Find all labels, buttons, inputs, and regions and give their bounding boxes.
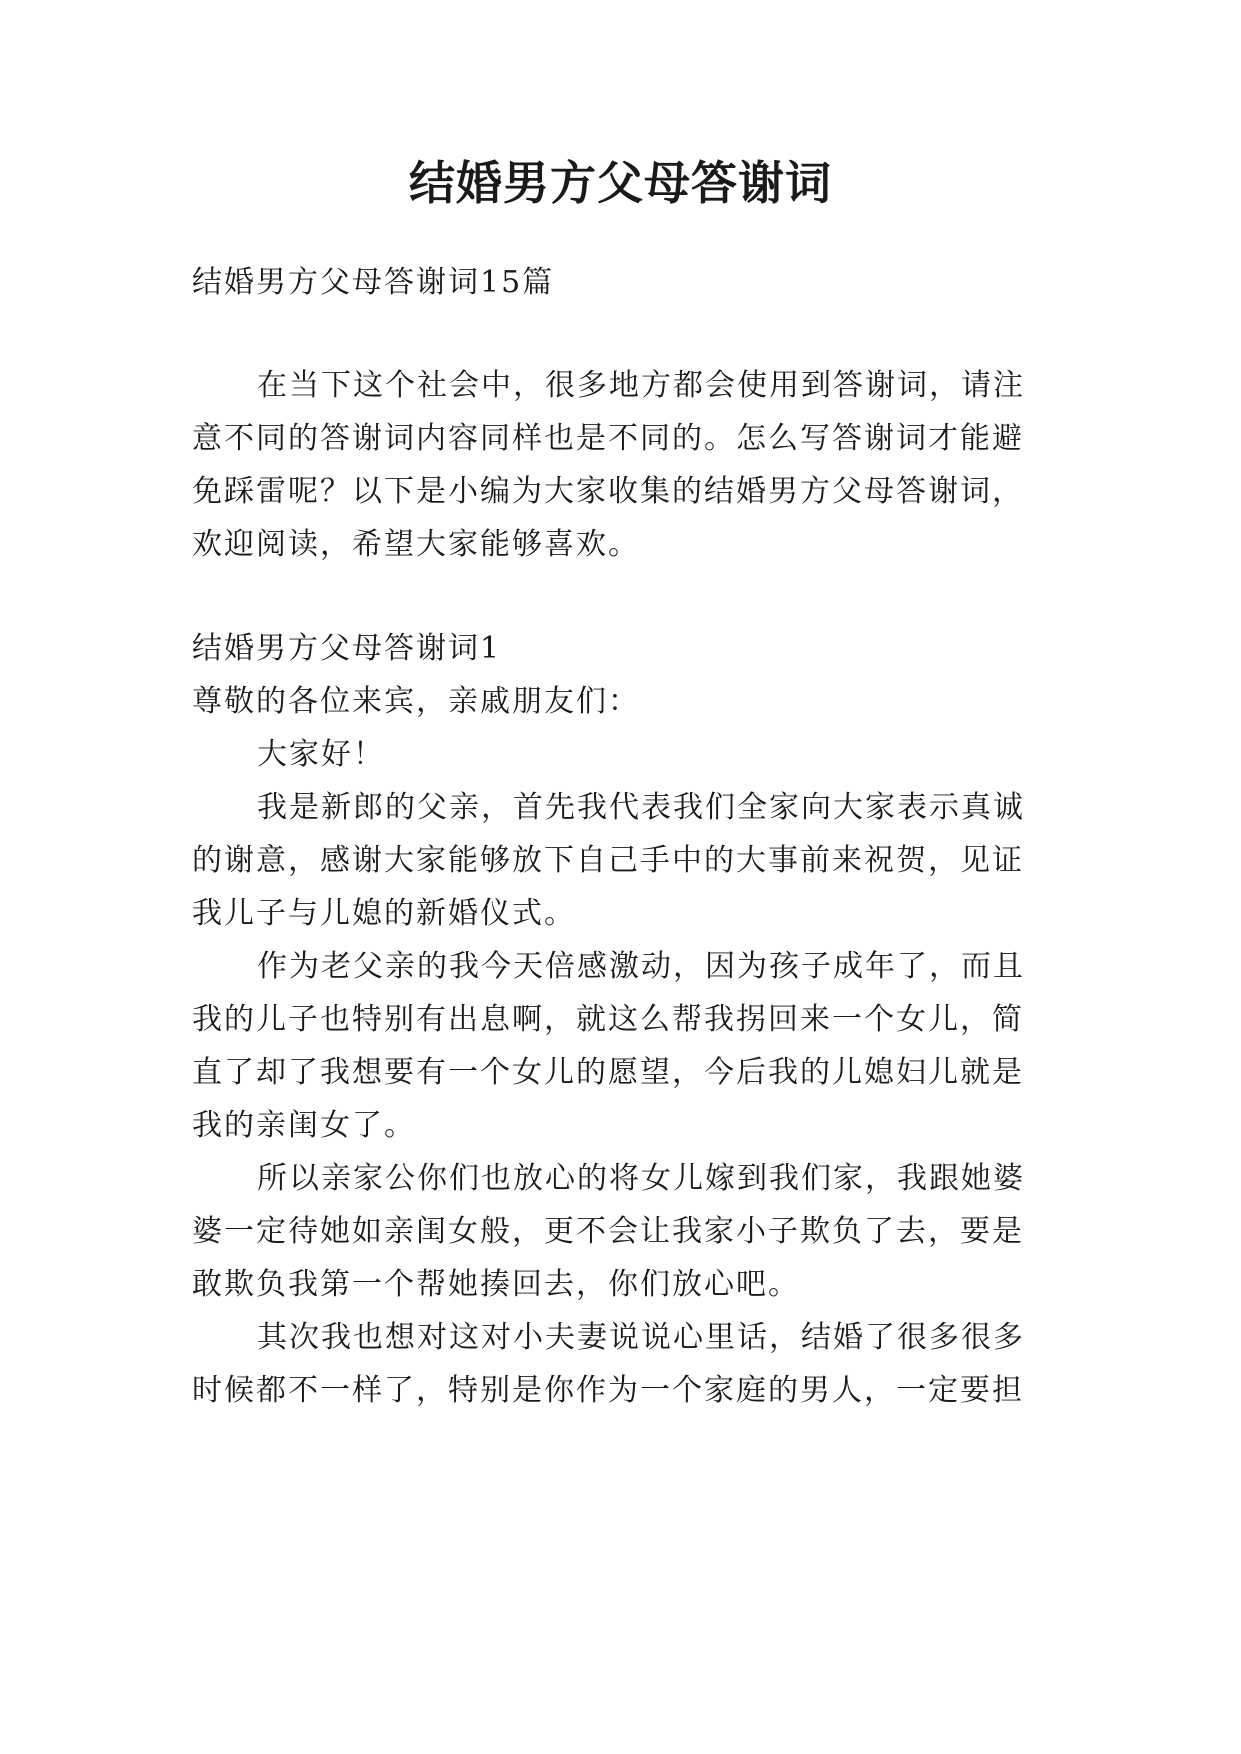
section-heading: 结婚男方父母答谢词1 xyxy=(192,631,502,666)
document-title: 结婚男方父母答谢词 xyxy=(409,156,832,210)
body-line: 我是新郎的父亲，首先我代表我们全家向大家表示真诚 xyxy=(257,790,1025,825)
body-line: 婆一定待她如亲闺女般，更不会让我家小子欺负了去，要是 xyxy=(192,1214,1024,1249)
intro-line-3: 免踩雷呢？以下是小编为大家收集的结婚男方父母答谢词， xyxy=(192,474,1024,509)
subtitle-line: 结婚男方父母答谢词15篇 xyxy=(192,265,555,300)
body-line: 的谢意，感谢大家能够放下自己手中的大事前来祝贺，见证 xyxy=(192,843,1024,878)
greeting-line: 大家好！ xyxy=(257,737,385,772)
body-line: 我儿子与儿媳的新婚仪式。 xyxy=(192,896,576,931)
body-line: 所以亲家公你们也放心的将女儿嫁到我们家，我跟她婆 xyxy=(257,1161,1025,1196)
body-line: 其次我也想对这对小夫妻说说心里话，结婚了很多很多 xyxy=(257,1320,1025,1355)
body-line: 敢欺负我第一个帮她揍回去，你们放心吧。 xyxy=(192,1267,800,1302)
body-line: 我的儿子也特别有出息啊，就这么帮我拐回来一个女儿，简 xyxy=(192,1002,1024,1037)
intro-line-4: 欢迎阅读，希望大家能够喜欢。 xyxy=(192,527,640,562)
body-line: 我的亲闺女了。 xyxy=(192,1108,416,1143)
body-line: 时候都不一样了，特别是你作为一个家庭的男人，一定要担 xyxy=(192,1373,1024,1408)
intro-line-2: 意不同的答谢词内容同样也是不同的。怎么写答谢词才能避 xyxy=(192,421,1024,456)
body-line: 直了却了我想要有一个女儿的愿望，今后我的儿媳妇儿就是 xyxy=(192,1055,1024,1090)
salutation-line: 尊敬的各位来宾，亲戚朋友们： xyxy=(192,684,640,719)
body-line: 作为老父亲的我今天倍感激动，因为孩子成年了，而且 xyxy=(257,949,1025,984)
intro-line-1: 在当下这个社会中，很多地方都会使用到答谢词，请注 xyxy=(257,368,1025,403)
